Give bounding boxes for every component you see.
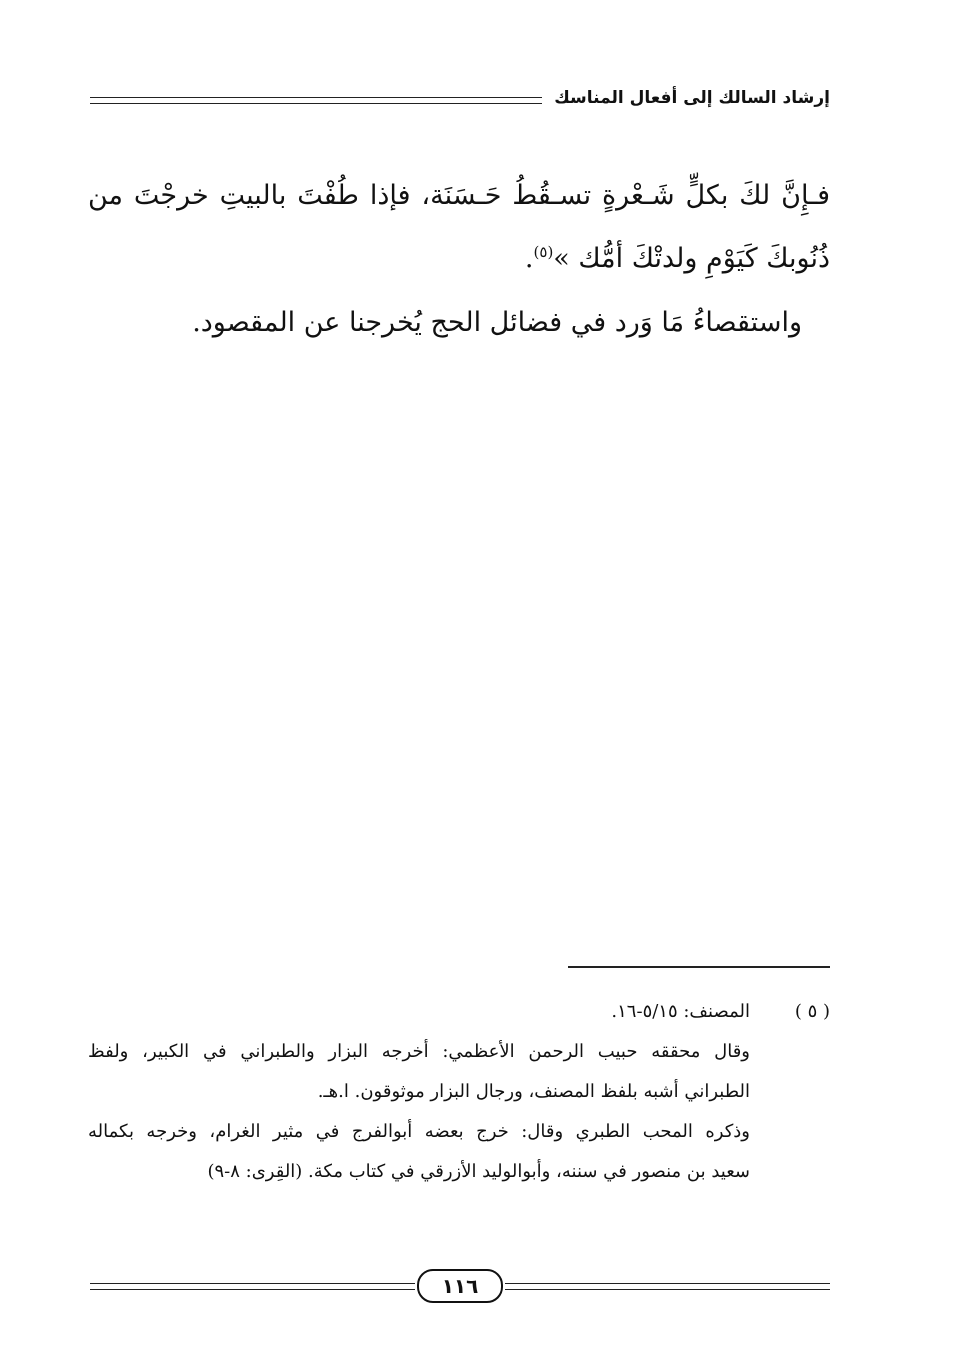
footnote-line-2: وقال محققه حبيب الرحمن الأعظمي: أخرجه البزار والطبراني في الكبير، ولفظ — [88, 1041, 750, 1062]
footnote-line-4: وذكره المحب الطبري وقال: خرج بعضه أبوالفرج في مثير الغرام، وخرجه بكماله — [88, 1121, 750, 1142]
main-text — [88, 168, 830, 351]
footnote-line-3: الطبراني أشبه بلفظ المصنف، ورجال البزار موثوقون. ا.هـ. — [317, 1081, 750, 1102]
footnote-number: ( ٥ ) — [794, 1001, 830, 1022]
page-number: ١١٦ — [417, 1269, 503, 1303]
footnote-separator — [568, 966, 830, 968]
page-footer — [90, 1268, 830, 1304]
footnote-line-5: سعيد بن منصور في سننه، وأبوالوليد الأزرقي في كتاب مكة. (القِرى: ٨-٩) — [207, 1161, 750, 1182]
footnote-5 — [88, 992, 830, 1032]
footer-rule-right — [505, 1283, 830, 1290]
footer-rule-left — [90, 1283, 415, 1290]
paragraph-1-end: . — [524, 243, 534, 274]
paragraph-conclusion: واستقصاءُ مَا وَرد في فضائل الحج يُخرجنا عن المقصود. — [192, 307, 802, 338]
book-title: إرشاد السالك إلى أفعال المناسك — [554, 88, 830, 108]
running-header — [90, 88, 830, 108]
header-double-rule — [90, 97, 542, 104]
paragraph-1-text: فـإِنَّ لكَ بكلٍّ شَـعْرةٍ تسـقُطُ حَـسَنَة، فإذا طُفْتَ بالبيتِ خرجْتَ من ذُنُوبكَ كَيَوْمِ ولدتْكَ أمُّك » — [88, 180, 830, 274]
footnotes — [88, 992, 830, 1192]
paragraph-hadith — [88, 168, 830, 287]
footnote-source: المصنف: ٥/١٥-١٦. — [611, 1001, 750, 1022]
footnote-reference: (٥) — [533, 243, 554, 261]
